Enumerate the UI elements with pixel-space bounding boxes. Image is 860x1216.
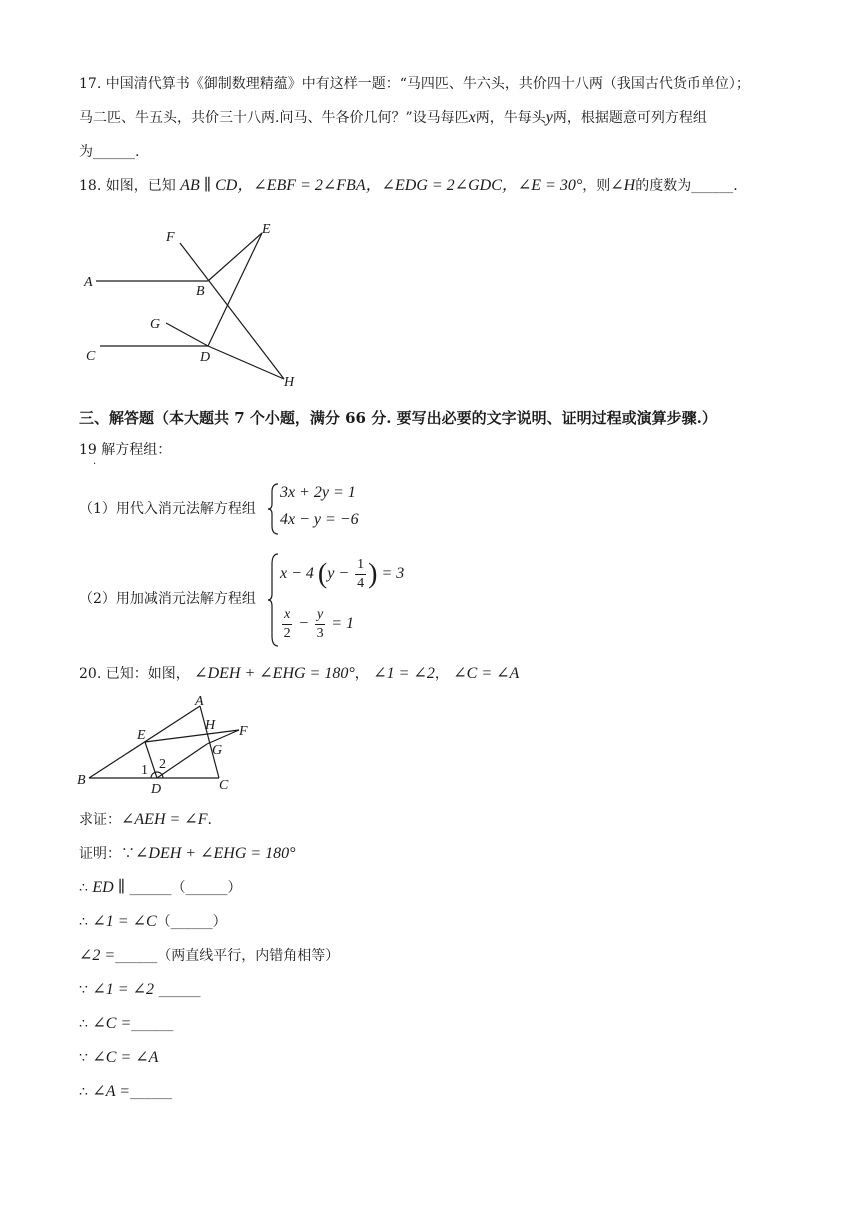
q19-part2-eq1-a: x − 4 bbox=[280, 565, 314, 583]
q20-s4-b: ∠1 = ∠2 bbox=[92, 981, 154, 998]
q20-s2-a: ∴ bbox=[79, 914, 88, 930]
q18-label-f: F bbox=[166, 230, 175, 245]
q20-given-d: ∠1 = ∠2 bbox=[373, 665, 435, 682]
q17-var-y: y bbox=[545, 109, 553, 126]
q18-line-dh bbox=[208, 346, 284, 379]
q20-given-c: ， bbox=[354, 666, 369, 682]
q20-s5-a: ∴ bbox=[79, 1016, 88, 1032]
q20-step-4 bbox=[79, 980, 200, 1000]
q18-label-e: E bbox=[262, 222, 271, 237]
q20-step-1 bbox=[79, 878, 242, 898]
q20-s6-a: ∵ bbox=[79, 1050, 88, 1066]
q20-step-5 bbox=[79, 1014, 173, 1034]
q19-part2-eq1-c: = 3 bbox=[381, 565, 405, 583]
q20-s5-c: ______ bbox=[131, 1016, 174, 1032]
q20-label-1: 1 bbox=[141, 763, 148, 778]
q20-step-7 bbox=[79, 1082, 172, 1102]
q20-label-c: C bbox=[219, 778, 229, 793]
q19-part1-eq2: 4x − y = −6 bbox=[280, 511, 359, 528]
q19-part2-brace bbox=[268, 552, 280, 648]
q20-label-f: F bbox=[239, 724, 248, 739]
q19-part2-eq2-minus: − bbox=[298, 615, 310, 633]
q20-label-d: D bbox=[151, 782, 162, 797]
q18-label-g: G bbox=[150, 317, 161, 332]
q19-part2-eq2-den1: 2 bbox=[283, 626, 291, 641]
q19-part2-eq1-b: y − bbox=[327, 565, 350, 583]
q19-dot: . bbox=[93, 456, 97, 467]
q19-part2-eq2-den2: 3 bbox=[316, 626, 324, 641]
q18-condition: AB ∥ CD，∠EBF = 2∠FBA，∠EDG = 2∠GDC，∠E = 30° bbox=[180, 177, 583, 194]
q20-label-2: 2 bbox=[159, 757, 166, 772]
q20-prove-c: . bbox=[207, 812, 212, 828]
q18-label-a: A bbox=[84, 275, 93, 290]
q20-given bbox=[79, 664, 519, 684]
q20-prove-b: ∠AEH = ∠F bbox=[121, 811, 208, 828]
q20-s3-a: ∠2 = bbox=[79, 947, 116, 964]
q20-step-6 bbox=[79, 1048, 158, 1068]
q20-prove bbox=[79, 810, 212, 830]
q18-line-be bbox=[208, 233, 262, 281]
q18-suffix-b: 的度数为______. bbox=[635, 178, 738, 194]
q20-label-g: G bbox=[212, 743, 223, 758]
q20-s5-b: ∠C = bbox=[92, 1015, 132, 1032]
q20-label-a: A bbox=[195, 694, 204, 709]
q18-suffix-a: ，则 bbox=[582, 178, 611, 194]
q19-part2-eq1-num: 1 bbox=[355, 556, 366, 575]
q20-figure bbox=[75, 692, 275, 802]
q20-s6-b: ∠C = ∠A bbox=[92, 1049, 159, 1066]
q18-line bbox=[79, 176, 738, 196]
q20-proof-start bbox=[79, 844, 296, 864]
q20-given-f: ∠C = ∠A bbox=[453, 665, 520, 682]
q19-part2-eq1 bbox=[280, 556, 404, 593]
q19-part2-label: （2）用加减消元法解方程组 bbox=[79, 591, 256, 607]
q17-line2 bbox=[79, 108, 707, 128]
q20-s2-b: ∠1 = ∠C bbox=[92, 913, 157, 930]
q19-part2-eq1-paren: ( bbox=[317, 558, 328, 590]
q17-var-x: x bbox=[468, 109, 476, 126]
q20-label-b: B bbox=[77, 773, 86, 788]
section-3-heading: 三、解答题（本大题共 7 个小题，满分 66 分. 要写出必要的文字说明、证明过程或演算步骤.） bbox=[79, 409, 717, 427]
q20-given-e: ， bbox=[434, 666, 449, 682]
q20-s7-c: ______ bbox=[130, 1084, 173, 1100]
q20-given-a: 20. 已知：如图， bbox=[79, 666, 190, 682]
q17-line2-b: 两，牛每头 bbox=[475, 110, 546, 126]
q19-part2-eq2-frac2 bbox=[315, 606, 325, 643]
q20-proof-b: ∠DEH + ∠EHG = 180° bbox=[135, 845, 296, 862]
q18-label-b: B bbox=[196, 284, 205, 299]
q17-line2-c: 两，根据题意可列方程组 bbox=[552, 110, 707, 126]
q20-s2-c: （______） bbox=[156, 914, 227, 930]
q20-line-ac bbox=[200, 706, 219, 778]
q18-label-c: C bbox=[86, 349, 96, 364]
q19-part1-label: （1）用代入消元法解方程组 bbox=[79, 501, 256, 517]
q19-part2-eq1-frac bbox=[355, 556, 366, 593]
q20-prove-a: 求证： bbox=[79, 812, 121, 828]
q18-prefix: 18. 如图，已知 bbox=[79, 178, 176, 194]
q20-s4-a: ∵ bbox=[79, 982, 88, 998]
q17-line1: 17. 中国清代算书《御制数理精蕴》中有这样一题：“马四匹、牛六头，共价四十八两（我国古代货币单位）； bbox=[79, 76, 750, 92]
q18-line-fh bbox=[180, 243, 284, 379]
q20-given-b: ∠DEH + ∠EHG = 180° bbox=[194, 665, 355, 682]
q20-label-e: E bbox=[137, 728, 146, 743]
q20-step-3 bbox=[79, 946, 339, 966]
q19-part2-eq2-frac1 bbox=[282, 606, 292, 643]
q20-s7-a: ∴ bbox=[79, 1084, 88, 1100]
q18-line-gd bbox=[166, 323, 208, 346]
q20-s4-c: ______ bbox=[158, 982, 201, 998]
q18-label-d: D bbox=[200, 350, 211, 365]
q20-step-2 bbox=[79, 912, 227, 932]
q19-title: 19 解方程组： bbox=[79, 442, 172, 458]
q20-label-h: H bbox=[205, 718, 216, 733]
q19-part2-eq2-num2: y bbox=[315, 606, 325, 625]
q17-line2-a: 马二匹、牛五头，共价三十八两.问马、牛各价几何？”设马每匹 bbox=[79, 110, 469, 126]
q20-s7-b: ∠A = bbox=[92, 1083, 131, 1100]
q19-part2-eq2-num1: x bbox=[282, 606, 292, 625]
q19-part2-eq1-paren-close: ) bbox=[368, 558, 378, 590]
q19-part2-eq2-c: = 1 bbox=[331, 615, 355, 633]
q19-part1-brace bbox=[268, 482, 280, 536]
q18-figure bbox=[80, 215, 310, 395]
q20-proof-a: 证明：∵ bbox=[79, 846, 135, 862]
q19-part2-eq1-den: 4 bbox=[357, 576, 365, 591]
q20-s1-c: ______（______） bbox=[129, 880, 242, 896]
q20-s1-b: ED ∥ bbox=[92, 879, 126, 896]
q17-line3: 为______. bbox=[79, 144, 140, 160]
q20-s1-a: ∴ bbox=[79, 880, 88, 896]
q19-part2-eq2 bbox=[280, 606, 354, 643]
q20-s3-b: ______（两直线平行，内错角相等） bbox=[115, 948, 340, 964]
q18-label-h: H bbox=[284, 375, 295, 390]
q18-angle-h: ∠H bbox=[610, 177, 636, 194]
q19-part1-eq1: 3x + 2y = 1 bbox=[280, 484, 356, 501]
